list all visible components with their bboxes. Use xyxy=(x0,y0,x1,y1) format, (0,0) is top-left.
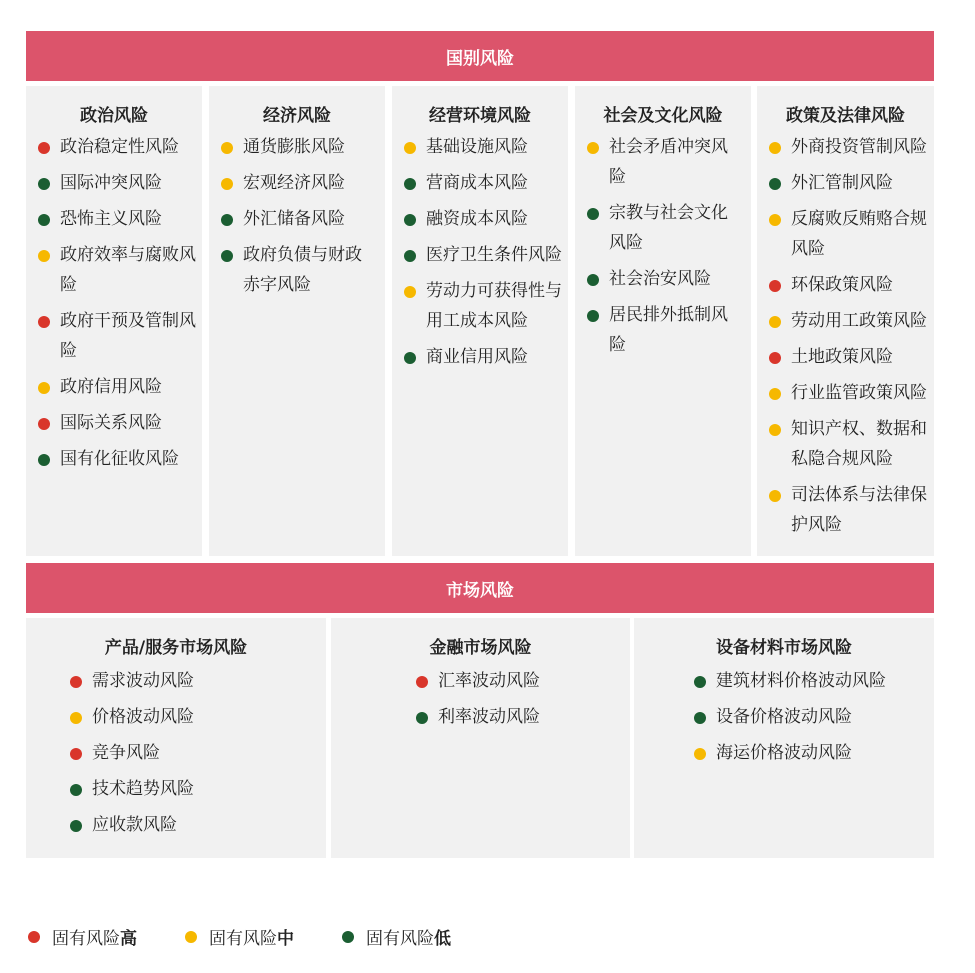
risk-item-label: 营商成本风险 xyxy=(426,173,528,193)
risk-level-low-dot-icon xyxy=(587,274,599,286)
risk-item-label: 国际关系风险 xyxy=(60,413,162,433)
risk-item-list xyxy=(579,132,741,366)
risk-item-label: 政治稳定性风险 xyxy=(60,137,179,157)
risk-level-low-dot-icon xyxy=(587,310,599,322)
risk-item xyxy=(30,240,196,300)
risk-item-list xyxy=(30,132,196,480)
legend-high-dot-icon xyxy=(28,931,40,943)
risk-level-medium-dot-icon xyxy=(70,712,82,724)
risk-level-medium-dot-icon xyxy=(769,490,781,502)
country-risk-banner: 国别风险 xyxy=(26,31,934,81)
risk-item-label: 反腐败反贿赂合规风险 xyxy=(791,209,927,259)
legend-item-medium xyxy=(185,924,294,949)
risk-item xyxy=(62,702,316,732)
risk-item-label: 宏观经济风险 xyxy=(243,173,345,193)
country_risk-column-title: 政策及法律风险 xyxy=(786,106,905,126)
risk-item xyxy=(761,204,941,264)
risk-legend xyxy=(28,924,451,949)
risk-level-medium-dot-icon xyxy=(38,382,50,394)
risk-item xyxy=(686,666,940,696)
risk-item-label: 宗教与社会文化风险 xyxy=(609,203,728,253)
risk-level-medium-dot-icon xyxy=(221,142,233,154)
risk-level-low-dot-icon xyxy=(38,178,50,190)
risk-item-list xyxy=(761,132,941,546)
country_risk-column xyxy=(757,86,934,556)
risk-level-high-dot-icon xyxy=(70,676,82,688)
risk-level-low-dot-icon xyxy=(221,214,233,226)
risk-item-label: 需求波动风险 xyxy=(92,671,194,691)
country_risk-column-title: 经营环境风险 xyxy=(429,106,531,126)
risk-item xyxy=(30,372,196,402)
risk-item-label: 通货膨胀风险 xyxy=(243,137,345,157)
risk-item-list xyxy=(213,132,375,306)
risk-item xyxy=(686,702,940,732)
risk-level-medium-dot-icon xyxy=(769,316,781,328)
risk-item-label: 技术趋势风险 xyxy=(92,779,194,799)
risk-item-label: 竞争风险 xyxy=(92,743,160,763)
risk-item-label: 劳动用工政策风险 xyxy=(791,311,927,331)
country_risk-column xyxy=(392,86,568,556)
country_risk-column-title: 政治风险 xyxy=(80,106,148,126)
risk-level-medium-dot-icon xyxy=(587,142,599,154)
risk-item-label: 环保政策风险 xyxy=(791,275,893,295)
risk-level-low-dot-icon xyxy=(404,250,416,262)
risk-level-medium-dot-icon xyxy=(404,286,416,298)
risk-level-high-dot-icon xyxy=(769,280,781,292)
risk-level-low-dot-icon xyxy=(769,178,781,190)
risk-item xyxy=(30,132,196,162)
risk-item-label: 汇率波动风险 xyxy=(438,671,540,691)
risk-item-label: 政府负债与财政赤字风险 xyxy=(243,245,362,295)
risk-item xyxy=(30,204,196,234)
risk-item xyxy=(62,666,316,696)
risk-level-low-dot-icon xyxy=(404,352,416,364)
risk-item xyxy=(761,342,941,372)
risk-level-low-dot-icon xyxy=(404,214,416,226)
risk-item-label: 国际冲突风险 xyxy=(60,173,162,193)
risk-item xyxy=(579,198,741,258)
risk-level-low-dot-icon xyxy=(587,208,599,220)
risk-item-label: 劳动力可获得性与用工成本风险 xyxy=(426,281,562,331)
risk-item xyxy=(30,408,196,438)
country_risk-column-title: 社会及文化风险 xyxy=(603,106,723,126)
risk-level-low-dot-icon xyxy=(694,712,706,724)
legend-item-low xyxy=(342,924,451,949)
legend-level-text: 低 xyxy=(434,929,451,949)
risk-level-medium-dot-icon xyxy=(38,250,50,262)
risk-level-high-dot-icon xyxy=(38,418,50,430)
risk-item-label: 应收款风险 xyxy=(92,815,177,835)
market_risk-column xyxy=(26,618,326,858)
country_risk-column xyxy=(209,86,385,556)
legend-low-dot-icon xyxy=(342,931,354,943)
risk-item-label: 海运价格波动风险 xyxy=(716,743,852,763)
market_risk-column-title: 设备材料市场风险 xyxy=(716,638,852,658)
risk-item xyxy=(30,306,196,366)
market_risk-column xyxy=(634,618,934,858)
risk-item xyxy=(30,168,196,198)
risk-item-label: 国有化征收风险 xyxy=(60,449,179,469)
risk-item xyxy=(761,270,941,300)
risk-item xyxy=(62,774,316,804)
risk-level-medium-dot-icon xyxy=(694,748,706,760)
risk-item-list xyxy=(62,666,316,846)
risk-item-label: 司法体系与法律保护风险 xyxy=(791,485,927,535)
risk-item xyxy=(761,132,941,162)
risk-item-label: 土地政策风险 xyxy=(791,347,893,367)
risk-level-low-dot-icon xyxy=(404,178,416,190)
risk-item-label: 建筑材料价格波动风险 xyxy=(716,671,886,691)
country_risk-column-title: 经济风险 xyxy=(263,106,331,126)
risk-level-low-dot-icon xyxy=(38,454,50,466)
risk-item-label: 利率波动风险 xyxy=(438,707,540,727)
risk-item-label: 政府干预及管制风险 xyxy=(60,311,196,361)
risk-item-label: 医疗卫生条件风险 xyxy=(426,245,562,265)
risk-level-medium-dot-icon xyxy=(769,424,781,436)
risk-item-label: 设备价格波动风险 xyxy=(716,707,852,727)
legend-level-text: 中 xyxy=(277,929,294,949)
risk-level-medium-dot-icon xyxy=(769,214,781,226)
risk-item-label: 行业监管政策风险 xyxy=(791,383,927,403)
risk-item-label: 外汇管制风险 xyxy=(791,173,893,193)
risk-item-label: 政府信用风险 xyxy=(60,377,162,397)
risk-item xyxy=(686,738,940,768)
risk-item xyxy=(213,132,375,162)
risk-item xyxy=(761,168,941,198)
market_risk-column xyxy=(331,618,630,858)
risk-level-low-dot-icon xyxy=(70,820,82,832)
risk-item xyxy=(213,240,375,300)
risk-item xyxy=(396,342,574,372)
risk-item xyxy=(396,204,574,234)
risk-item xyxy=(62,738,316,768)
risk-item-label: 社会矛盾冲突风险 xyxy=(609,137,728,187)
market-risk-banner: 市场风险 xyxy=(26,563,934,613)
market_risk-column-title: 金融市场风险 xyxy=(429,638,532,658)
risk-item-label: 知识产权、数据和私隐合规风险 xyxy=(791,419,927,469)
risk-item xyxy=(396,240,574,270)
country_risk-column xyxy=(575,86,751,556)
risk-item xyxy=(579,300,741,360)
risk-item-label: 融资成本风险 xyxy=(426,209,528,229)
risk-level-medium-dot-icon xyxy=(769,142,781,154)
risk-item xyxy=(761,378,941,408)
risk-item xyxy=(408,702,662,732)
risk-level-medium-dot-icon xyxy=(404,142,416,154)
legend-label: 固有风险 xyxy=(366,929,434,949)
risk-item-label: 恐怖主义风险 xyxy=(60,209,162,229)
risk-item-label: 外汇储备风险 xyxy=(243,209,345,229)
risk-level-high-dot-icon xyxy=(38,316,50,328)
legend-level-text: 高 xyxy=(120,929,137,949)
risk-level-high-dot-icon xyxy=(70,748,82,760)
risk-level-medium-dot-icon xyxy=(769,388,781,400)
risk-item xyxy=(396,132,574,162)
risk-item-list xyxy=(408,666,662,738)
legend-label: 固有风险 xyxy=(52,929,120,949)
risk-item-label: 价格波动风险 xyxy=(92,707,194,727)
risk-item xyxy=(213,204,375,234)
legend-item-high xyxy=(28,924,137,949)
legend-medium-dot-icon xyxy=(185,931,197,943)
risk-item xyxy=(62,810,316,840)
risk-item xyxy=(30,444,196,474)
risk-item xyxy=(396,168,574,198)
legend-label: 固有风险 xyxy=(209,929,277,949)
risk-level-high-dot-icon xyxy=(416,676,428,688)
risk-item xyxy=(579,264,741,294)
risk-item-label: 政府效率与腐败风险 xyxy=(60,245,196,295)
risk-item xyxy=(408,666,662,696)
risk-item xyxy=(761,480,941,540)
risk-level-low-dot-icon xyxy=(38,214,50,226)
risk-item-list xyxy=(396,132,574,378)
market_risk-column-title: 产品/服务市场风险 xyxy=(104,638,248,658)
risk-level-low-dot-icon xyxy=(221,250,233,262)
risk-item-label: 居民排外抵制风险 xyxy=(609,305,728,355)
risk-item-label: 商业信用风险 xyxy=(426,347,528,367)
risk-level-low-dot-icon xyxy=(70,784,82,796)
risk-level-medium-dot-icon xyxy=(221,178,233,190)
risk-item xyxy=(761,306,941,336)
risk-item-label: 社会治安风险 xyxy=(609,269,711,289)
risk-item xyxy=(761,414,941,474)
risk-item xyxy=(579,132,741,192)
risk-item-list xyxy=(686,666,940,774)
risk-level-high-dot-icon xyxy=(38,142,50,154)
risk-level-low-dot-icon xyxy=(416,712,428,724)
risk-item xyxy=(213,168,375,198)
risk-item xyxy=(396,276,574,336)
risk-item-label: 外商投资管制风险 xyxy=(791,137,927,157)
risk-item-label: 基础设施风险 xyxy=(426,137,528,157)
risk-level-high-dot-icon xyxy=(769,352,781,364)
country_risk-column xyxy=(26,86,202,556)
risk-level-low-dot-icon xyxy=(694,676,706,688)
